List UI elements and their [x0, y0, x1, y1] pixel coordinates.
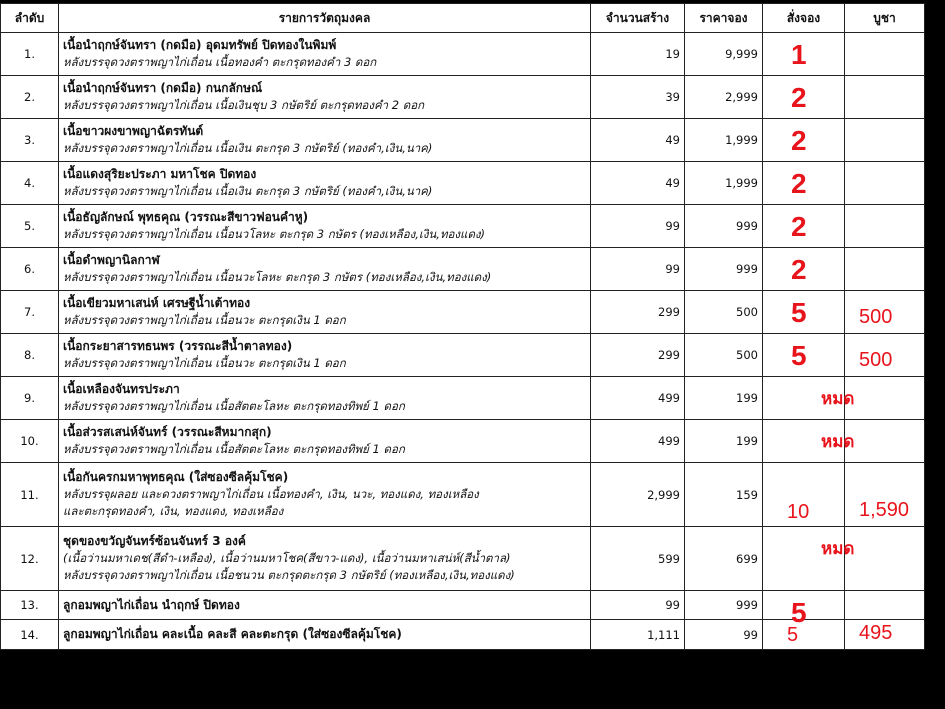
order-quantity-mark: 5 — [787, 624, 799, 646]
quantity-cell: 499 — [591, 420, 685, 463]
item-description — [59, 33, 591, 76]
item-title: เนื้อส่วรสเสน่ห์จันทร์ (วรรณะสีหมากสุก) — [63, 425, 272, 439]
item-description — [59, 334, 591, 377]
offering-cell — [845, 76, 925, 119]
item-title: เนื้อธัญลักษณ์ พุทธคุณ (วรรณะสีขาวฟอนคำหู) — [63, 210, 309, 224]
item-title: เนื้อดำพญานิลกาฬ — [63, 253, 160, 267]
price-cell: 500 — [685, 291, 763, 334]
table-row — [1, 162, 925, 205]
offering-amount-mark: 500 — [859, 349, 893, 371]
order-quantity-mark: 5 — [791, 297, 807, 328]
quantity-cell: 19 — [591, 33, 685, 76]
offering-cell — [845, 527, 925, 591]
order-quantity-mark: 5 — [791, 340, 807, 371]
table-row — [1, 119, 925, 162]
quantity-cell: 299 — [591, 291, 685, 334]
header-price: ราคาจอง — [685, 4, 763, 33]
item-description — [59, 620, 591, 650]
item-detail: หลังบรรจุดวงตราพญาไก่เถื่อน เนื้อเงิน ตะกรุด 3 กษัตริย์ (ทองคำ,เงิน,นาค) — [63, 184, 433, 198]
table-row — [1, 591, 925, 620]
row-index: 2. — [1, 76, 59, 119]
item-detail: หลังบรรจุผลอย และดวงตราพญาไก่เถื่อน เนื้อทองคำ, เงิน, นวะ, ทองแดง, ทองเหลือง — [63, 487, 479, 501]
row-index: 10. — [1, 420, 59, 463]
item-detail-extra: หลังบรรจุดวงตราพญาไก่เถื่อน เนื้อชนวน ตะกรุดตะกรุด 3 กษัตริย์ (ทองเหลือง,เงิน,ทองแดง) — [63, 568, 515, 582]
item-title: เนื้อนำฤกษ์จันทรา (กดมือ) กนกลักษณ์ — [63, 81, 263, 95]
item-title: เนื้อกระยาสารทธนพร (วรรณะสีน้ำตาลทอง) — [63, 339, 293, 353]
row-index: 11. — [1, 463, 59, 527]
item-title: เนื้อแดงสุริยะประภา มหาโชค ปิดทอง — [63, 167, 257, 181]
order-cell — [763, 76, 845, 119]
order-quantity-mark: 2 — [791, 82, 807, 113]
offering-cell — [845, 248, 925, 291]
row-index: 5. — [1, 205, 59, 248]
table-row — [1, 291, 925, 334]
quantity-cell: 99 — [591, 248, 685, 291]
order-cell — [763, 248, 845, 291]
table-row — [1, 463, 925, 527]
table-row — [1, 205, 925, 248]
item-title: ลูกอมพญาไก่เถื่อน คละเนื้อ คละสี คละตะกรุด (ใส่ซองซีลคุ้มโชค) — [63, 627, 402, 641]
table-row — [1, 33, 925, 76]
item-detail: หลังบรรจุดวงตราพญาไก่เถื่อน เนื้อนวะโลหะ ตะกรุด 3 กษัตร (ทองเหลือง,เงิน,ทองแดง) — [63, 270, 492, 284]
order-quantity-mark: 2 — [791, 168, 807, 199]
quantity-cell: 99 — [591, 205, 685, 248]
header-order: สั่งจอง — [763, 4, 845, 33]
item-description — [59, 377, 591, 420]
row-index: 13. — [1, 591, 59, 620]
item-detail: หลังบรรจุดวงตราพญาไก่เถื่อน เนื้อสัตตะโลหะ ตะกรุดทองทิพย์ 1 ดอก — [63, 399, 405, 413]
item-description — [59, 527, 591, 591]
order-cell — [763, 527, 855, 591]
offering-cell — [845, 205, 925, 248]
quantity-cell: 39 — [591, 76, 685, 119]
row-index: 8. — [1, 334, 59, 377]
offering-cell — [845, 591, 925, 620]
item-title: เนื้อกันครกมหาพุทธคุณ (ใส่ซองซีลคุ้มโชค) — [63, 470, 289, 484]
item-description — [59, 248, 591, 291]
quantity-cell: 599 — [591, 527, 685, 591]
order-cell — [763, 420, 855, 463]
row-index: 12. — [1, 527, 59, 591]
order-cell — [763, 291, 845, 334]
offering-amount-mark: 1,590 — [859, 499, 910, 521]
item-description — [59, 291, 591, 334]
item-title: เนื้อขาวผงขาพญาฉัตรทันต์ — [63, 124, 204, 138]
offering-cell — [845, 334, 925, 377]
row-index: 4. — [1, 162, 59, 205]
offering-cell — [845, 377, 925, 420]
item-description — [59, 76, 591, 119]
price-cell: 1,999 — [685, 162, 763, 205]
order-cell — [763, 205, 845, 248]
offering-amount-mark: 500 — [859, 306, 893, 328]
price-cell: 1,999 — [685, 119, 763, 162]
price-cell: 999 — [685, 248, 763, 291]
price-cell: 159 — [685, 463, 763, 527]
offering-cell — [845, 162, 925, 205]
row-index: 3. — [1, 119, 59, 162]
item-title: เนื้อเหลืองจันทรประภา — [63, 382, 180, 396]
row-index: 1. — [1, 33, 59, 76]
row-index: 6. — [1, 248, 59, 291]
order-cell — [763, 162, 845, 205]
order-quantity-mark: 2 — [791, 211, 807, 242]
table-row — [1, 420, 925, 463]
offering-cell — [845, 420, 925, 463]
item-detail: หลังบรรจุดวงตราพญาไก่เถื่อน เนื้อนวะ ตะกรุดเงิน 1 ดอก — [63, 356, 346, 370]
item-description — [59, 420, 591, 463]
price-cell: 999 — [685, 205, 763, 248]
price-cell: 199 — [685, 377, 763, 420]
price-cell: 199 — [685, 420, 763, 463]
header-row — [1, 4, 925, 33]
item-description — [59, 205, 591, 248]
item-description — [59, 591, 591, 620]
sold-out-mark: หมด — [821, 539, 855, 558]
table-row — [1, 334, 925, 377]
item-detail-extra: และตะกรุดทองคำ, เงิน, ทองแดง, ทองเหลือง — [63, 504, 284, 518]
item-detail: หลังบรรจุดวงตราพญาไก่เถื่อน เนื้อทองคำ ตะกรุดทองคำ 3 ดอก — [63, 55, 377, 69]
item-detail: หลังบรรจุดวงตราพญาไก่เถื่อน เนื้อเงิน ตะกรุด 3 กษัตริย์ (ทองคำ,เงิน,นาค) — [63, 141, 433, 155]
offering-cell — [845, 463, 925, 527]
order-cell — [763, 377, 855, 420]
row-index: 14. — [1, 620, 59, 650]
offering-cell — [845, 33, 925, 76]
row-index: 7. — [1, 291, 59, 334]
price-cell: 500 — [685, 334, 763, 377]
order-cell — [763, 463, 845, 527]
quantity-cell: 49 — [591, 162, 685, 205]
order-quantity-mark: 2 — [791, 254, 807, 285]
header-offering: บูชา — [845, 4, 925, 33]
header-index: ลำดับ — [1, 4, 59, 33]
quantity-cell: 49 — [591, 119, 685, 162]
table-row — [1, 377, 925, 420]
quantity-cell: 99 — [591, 591, 685, 620]
item-description — [59, 162, 591, 205]
order-quantity-mark: 1 — [791, 39, 807, 70]
item-detail: หลังบรรจุดวงตราพญาไก่เถื่อน เนื้อเงินชุบ 3 กษัตริย์ ตะกรุดทองคำ 2 ดอก — [63, 98, 425, 112]
price-cell: 9,999 — [685, 33, 763, 76]
order-cell — [763, 334, 845, 377]
quantity-cell: 1,111 — [591, 620, 685, 650]
offering-amount-mark: 495 — [859, 622, 893, 644]
price-cell: 99 — [685, 620, 763, 650]
item-detail: หลังบรรจุดวงตราพญาไก่เถื่อน เนื้อนวะ ตะกรุดเงิน 1 ดอก — [63, 313, 346, 327]
order-cell — [763, 119, 845, 162]
table-row — [1, 76, 925, 119]
table-row — [1, 248, 925, 291]
quantity-cell: 299 — [591, 334, 685, 377]
item-description — [59, 119, 591, 162]
order-cell — [763, 33, 845, 76]
sold-out-mark: หมด — [821, 389, 855, 408]
header-items: รายการวัตถุมงคล — [59, 4, 591, 33]
quantity-cell: 2,999 — [591, 463, 685, 527]
offering-cell — [845, 620, 925, 650]
item-detail: หลังบรรจุดวงตราพญาไก่เถื่อน เนื้อนวโลหะ ตะกรุด 3 กษัตร (ทองเหลือง,เงิน,ทองแดง) — [63, 227, 486, 241]
order-quantity-mark: 5 — [791, 597, 807, 628]
price-cell: 2,999 — [685, 76, 763, 119]
order-cell — [763, 620, 845, 650]
item-title: ชุดของขวัญจันทร์ซ้อนจันทร์ 3 องค์ — [63, 534, 246, 548]
table-row — [1, 620, 925, 650]
item-title: เนื้อนำฤกษ์จันทรา (กดมือ) อุดมทรัพย์ ปิดทองในพิมพ์ — [63, 38, 337, 52]
item-title: เนื้อเขียวมหาเสน่ห์ เศรษฐีน้ำเต้าทอง — [63, 296, 251, 310]
header-quantity: จำนวนสร้าง — [591, 4, 685, 33]
price-cell: 699 — [685, 527, 763, 591]
table-row — [1, 527, 925, 591]
order-quantity-mark: 10 — [787, 501, 810, 523]
sold-out-mark: หมด — [821, 432, 855, 451]
order-quantity-mark: 2 — [791, 125, 807, 156]
offering-cell — [845, 119, 925, 162]
offering-cell — [845, 291, 925, 334]
price-cell: 999 — [685, 591, 763, 620]
row-index: 9. — [1, 377, 59, 420]
quantity-cell: 499 — [591, 377, 685, 420]
item-description — [59, 463, 591, 527]
order-table — [0, 3, 925, 650]
item-detail: หลังบรรจุดวงตราพญาไก่เถื่อน เนื้อสัตตะโลหะ ตะกรุดทองทิพย์ 1 ดอก — [63, 442, 405, 456]
order-cell — [763, 591, 845, 628]
item-detail: (เนื้อว่านมหาเดช(สีดำ-เหลือง), เนื้อว่านมหาโชค(สีขาว-แดง), เนื้อว่านมหาเสน่ห์(สีน้ำตาล) — [63, 551, 511, 565]
item-title: ลูกอมพญาไก่เถื่อน นำฤกษ์ ปิดทอง — [63, 597, 240, 612]
